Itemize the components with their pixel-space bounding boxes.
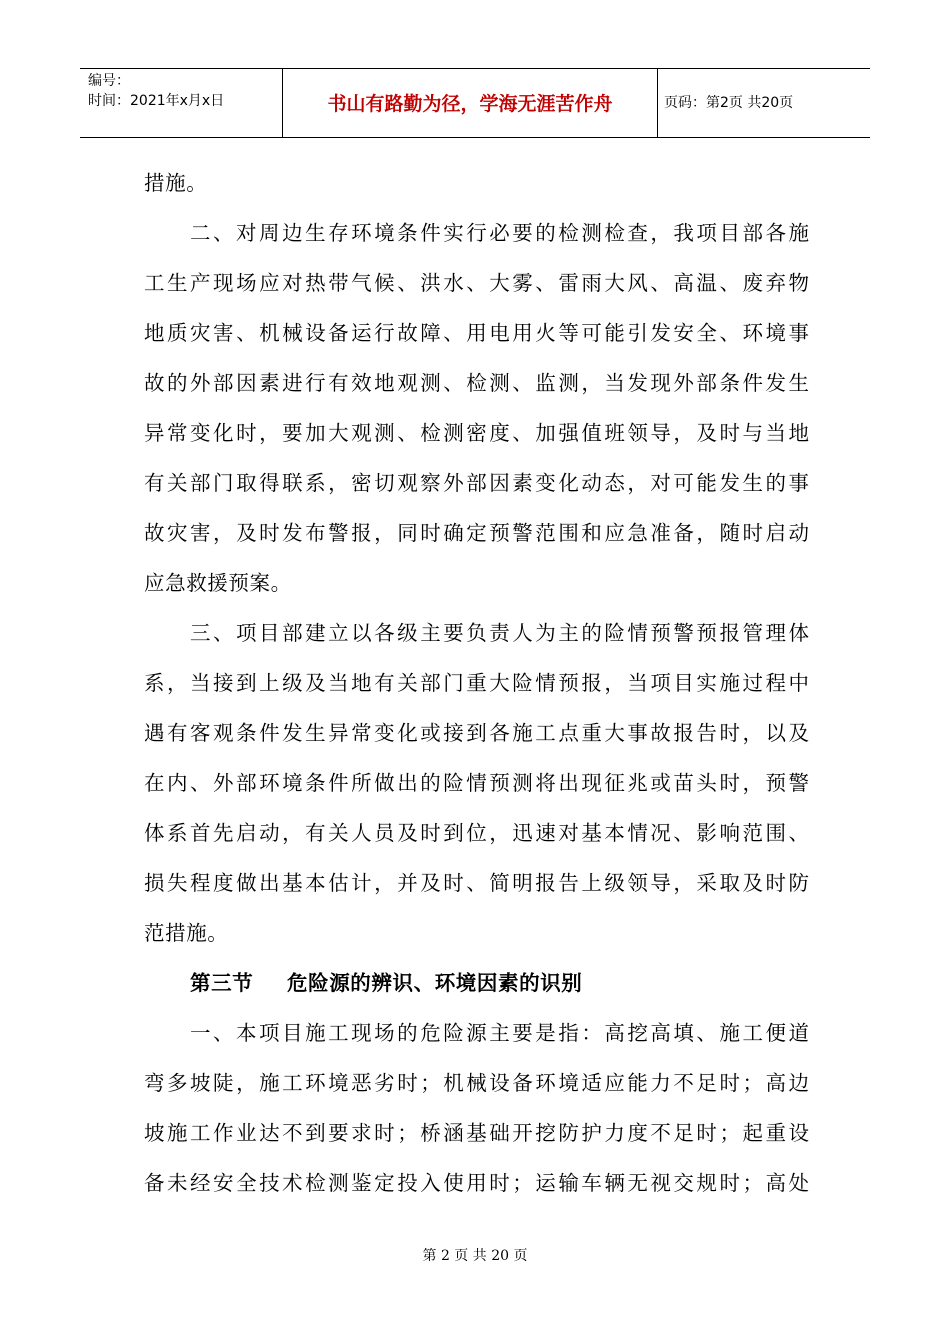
body-line: 系，当接到上级及当地有关部门重大险情预报，当项目实施过程中 [144,671,809,695]
body-line: 二、对周边生存环境条件实行必要的检测检查，我项目部各施 [190,221,809,245]
body-line: 损失程度做出基本估计，并及时、简明报告上级领导，采取及时防 [144,871,809,895]
body-line: 故灾害，及时发布警报，同时确定预警范围和应急准备，随时启动 [144,521,809,545]
body-line: 措施。 [144,171,208,195]
body-line: 异常变化时，要加大观测、检测密度、加强值班领导，及时与当地 [144,421,809,445]
body-line: 工生产现场应对热带气候、洪水、大雾、雷雨大风、高温、废弃物 [144,271,809,295]
header-page-info: 页码：第2页 共20页 [664,95,794,111]
body-line: 在内、外部环境条件所做出的险情预测将出现征兆或苗头时，预警 [144,771,809,795]
body-line: 一、本项目施工现场的危险源主要是指：高挖高填、施工便道 [190,1021,809,1045]
body-line: 三、项目部建立以各级主要负责人为主的险情预警预报管理体 [190,621,809,645]
body-line: 故的外部因素进行有效地观测、检测、监测，当发现外部条件发生 [144,371,809,395]
section-title: 危险源的辨识、环境因素的识别 [287,971,583,995]
header-motto-cell [283,69,658,137]
body-line: 地质灾害、机械设备运行故障、用电用火等可能引发安全、环境事 [144,321,809,345]
header-meta-cell [80,69,283,137]
section-number: 第三节 [190,971,254,995]
body-line: 应急救援预案。 [144,571,292,595]
body-line: 备未经安全技术检测鉴定投入使用时；运输车辆无视交规时；高处 [144,1171,809,1195]
page-footer: 第 2 页 共 20 页 [422,1248,528,1264]
body-line: 遇有客观条件发生异常变化或接到各施工点重大事故报告时，以及 [144,721,809,745]
body-line: 坡施工作业达不到要求时；桥涵基础开挖防护力度不足时；起重设 [144,1121,809,1145]
page-header [80,68,870,138]
body-line: 体系首先启动，有关人员及时到位，迅速对基本情况、影响范围、 [144,821,809,845]
header-motto: 书山有路勤为径，学海无涯苦作舟 [327,93,613,115]
header-page-cell [658,69,870,137]
document-date: 时间：2021年x月x日 [88,93,225,109]
body-line: 有关部门取得联系，密切观察外部因素变化动态，对可能发生的事 [144,471,809,495]
document-number-label: 编号： [88,73,130,89]
body-line: 范措施。 [144,921,229,945]
body-line: 弯多坡陡，施工环境恶劣时；机械设备环境适应能力不足时；高边 [144,1071,809,1095]
